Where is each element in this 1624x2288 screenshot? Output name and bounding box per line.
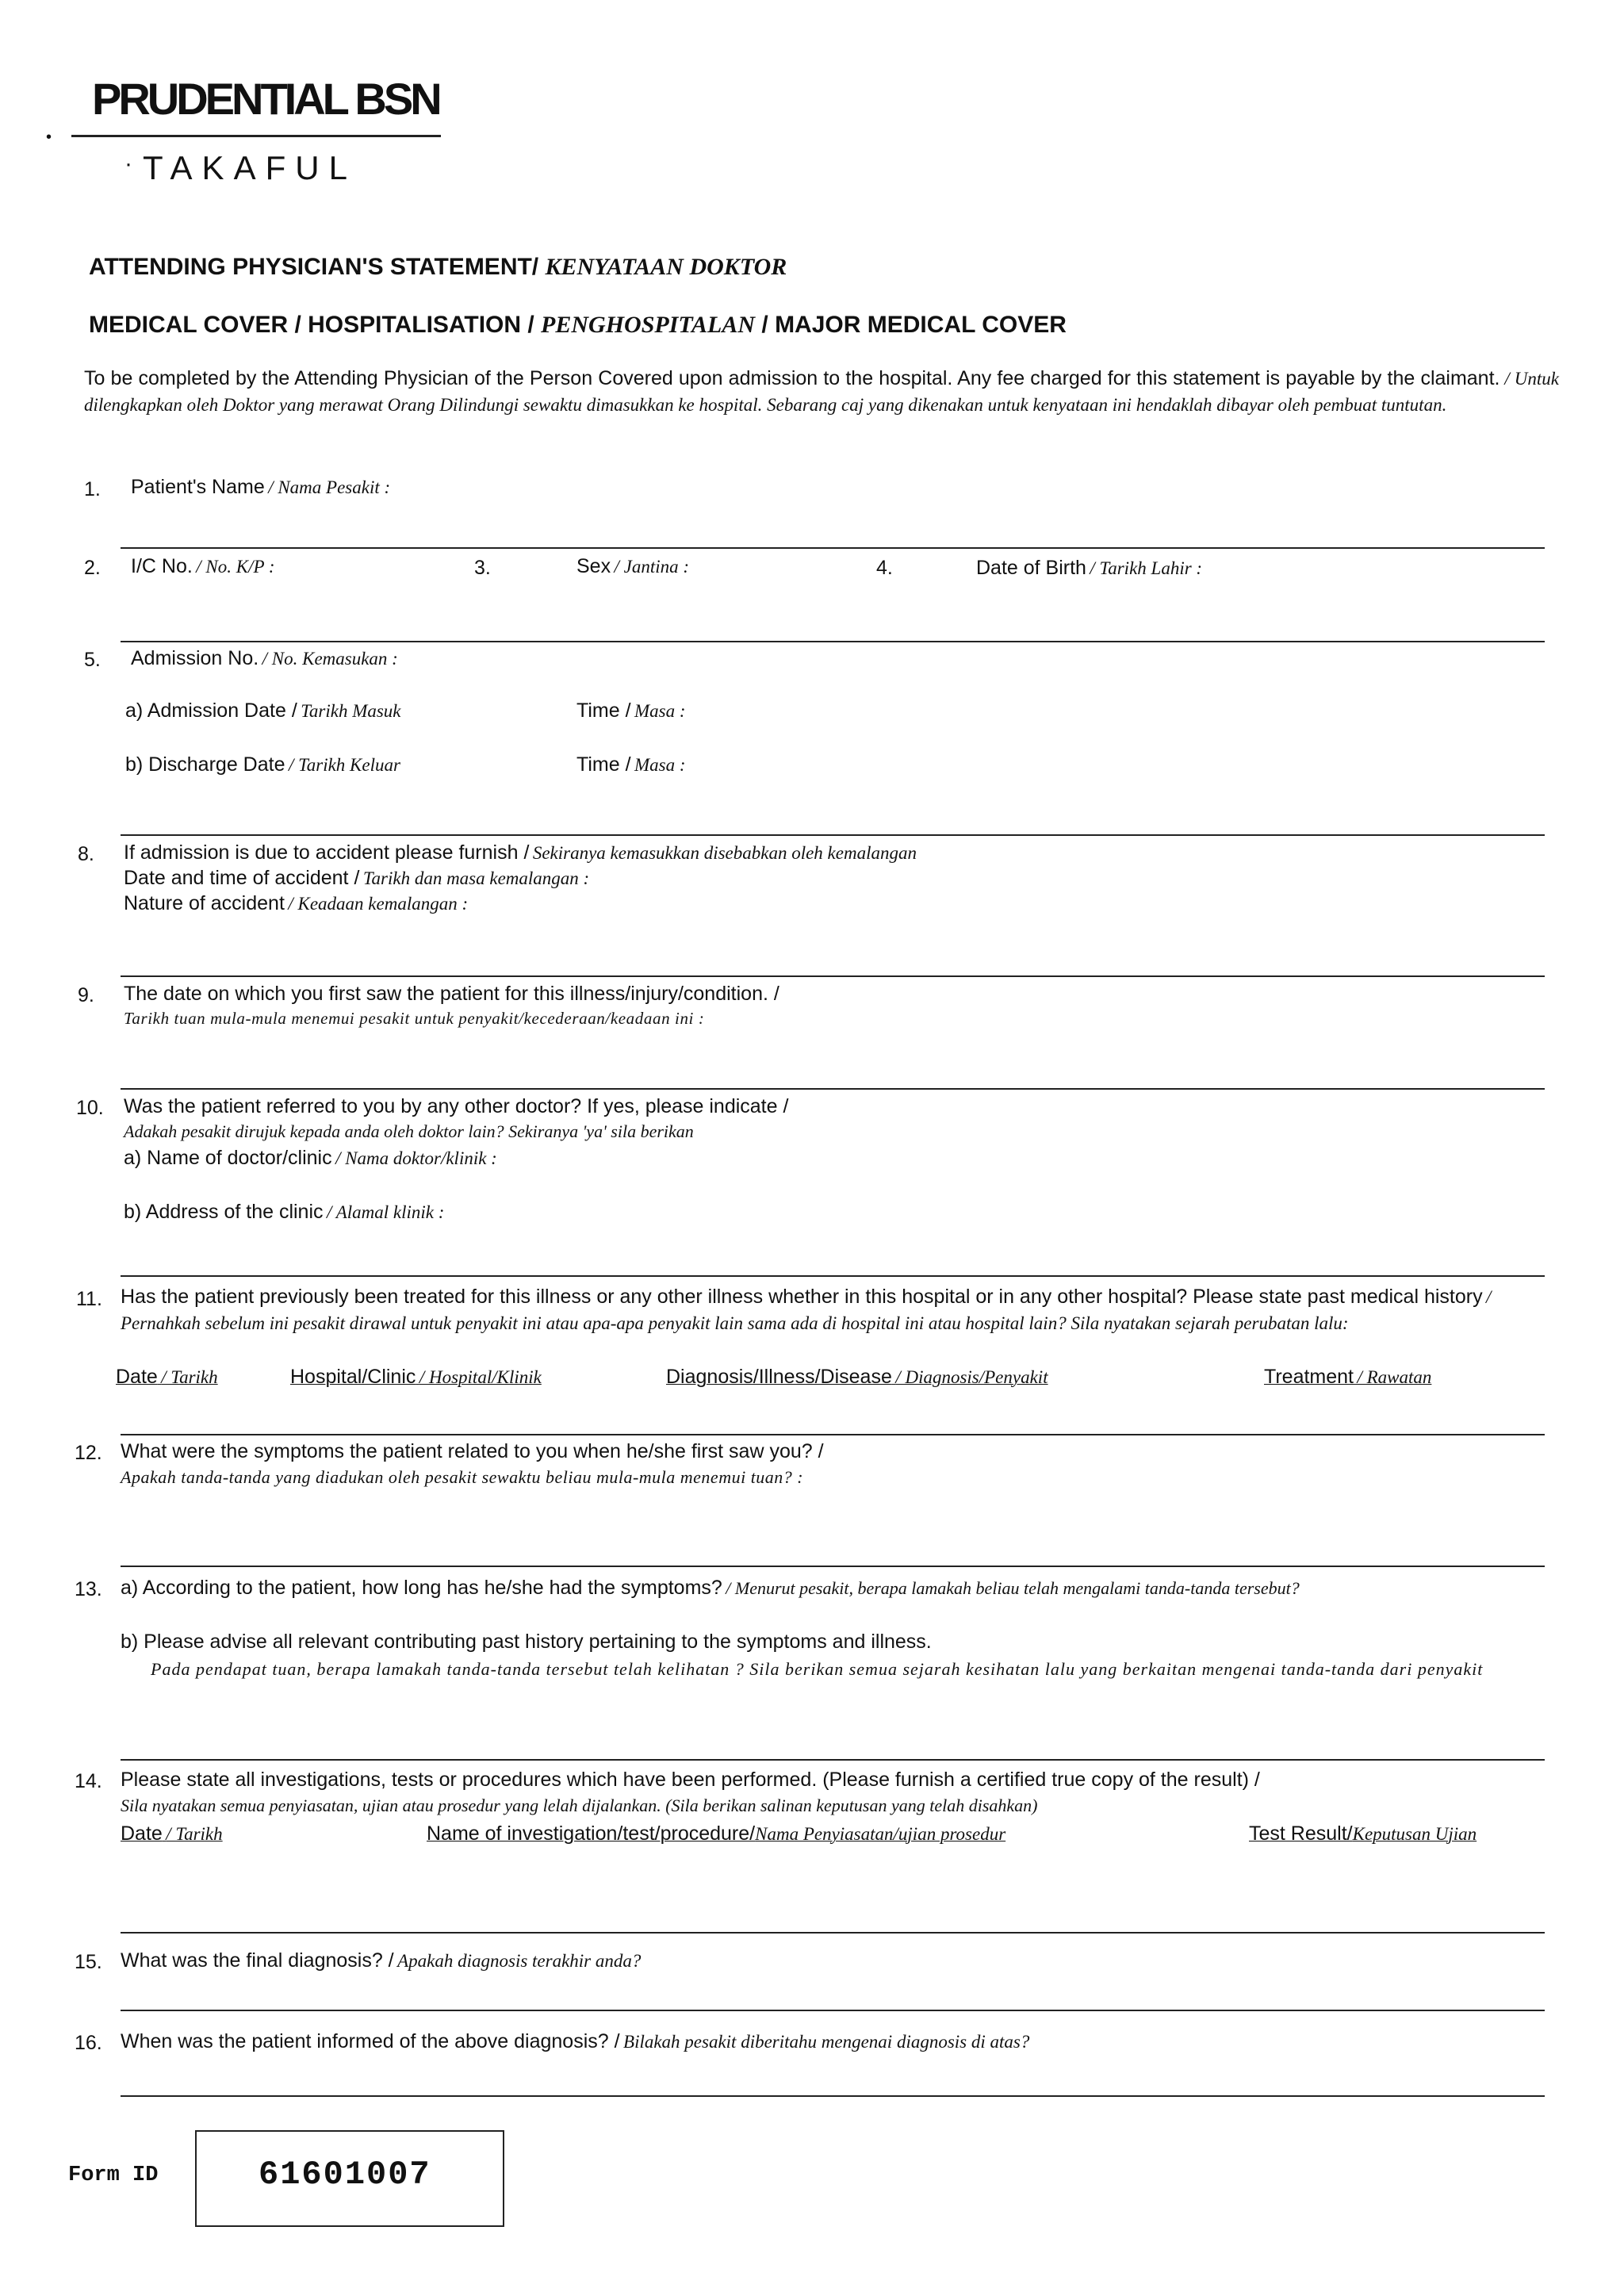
logo-dot: • [46, 128, 52, 146]
title2-en1: MEDICAL COVER / HOSPITALISATION / [89, 312, 542, 338]
q13a: a) According to the patient, how long has he/she had the symptoms? / Menurut pesakit, berapa lamakah beliau telah mengalami tanda-tanda tersebut? [121, 1577, 1300, 1599]
q16-number: 16. [75, 2032, 102, 2054]
q8-number: 8. [78, 843, 94, 865]
q9-answer-line[interactable] [121, 1088, 1545, 1090]
q16-answer-line[interactable] [121, 2095, 1545, 2097]
title-medical-cover [89, 312, 1067, 339]
q14-col-result: Test Result/Keputusan Ujian [1249, 1822, 1477, 1845]
q14-ms: Sila nyatakan semua penyiasatan, ujian atau prosedur yang lelah dijalankan. (Sila berikan salinan keputusan yang telah disahkan) [121, 1796, 1038, 1815]
title1-ms: KENYATAAN DOKTOR [545, 254, 787, 280]
q10-en: Was the patient referred to you by any other doctor? If yes, please indicate / [124, 1095, 789, 1117]
q5a-admission-date: a) Admission Date / Tarikh Masuk [125, 699, 401, 722]
q9-ms: Tarikh tuan mula-mula menemui pesakit untuk penyakit/kecederaan/keadaan ini : [124, 1009, 705, 1028]
q14-col-investigation: Name of investigation/test/procedure/Nama Penyiasatan/ujian prosedur [427, 1822, 1006, 1845]
form-id-box [195, 2130, 504, 2227]
q10a-doctor: a) Name of doctor/clinic / Nama doktor/klinik : [124, 1147, 497, 1169]
q12-ms: Apakah tanda-tanda yang diadukan oleh pesakit sewaktu beliau mula-mula menemui tuan? : [121, 1467, 804, 1487]
q14-number: 14. [75, 1770, 102, 1792]
intro-en: To be completed by the Attending Physician of the Person Covered upon admission to the hospital. Any fee charged for this statement is payable by the claimant. [84, 367, 1500, 389]
q1-answer-line[interactable] [121, 547, 1545, 549]
q5-label: Admission No. / No. Kemasukan : [131, 647, 398, 669]
q14-en: Please state all investigations, tests or procedures which have been performed. (Please furnish a certified true copy of the result) / [121, 1769, 1260, 1791]
q5-answer-line[interactable] [121, 834, 1545, 836]
q4-label: Date of Birth / Tarikh Lahir : [976, 557, 1203, 579]
title-physician-statement [89, 254, 787, 281]
form-id-value: 61601007 [259, 2156, 431, 2194]
q11-answer-line[interactable] [121, 1434, 1545, 1435]
q8-line1: If admission is due to accident please furnish / Sekiranya kemasukkan disebabkan oleh kemalangan [124, 841, 917, 864]
q11-col-treatment: Treatment / Rawatan [1264, 1366, 1432, 1388]
q5-number: 5. [84, 649, 101, 671]
q8-line3: Nature of accident / Keadaan kemalangan : [124, 892, 469, 914]
q11-col-diagnosis: Diagnosis/Illness/Disease / Diagnosis/Penyakit [666, 1366, 1048, 1388]
q13b-en: b) Please advise all relevant contributing past history pertaining to the symptoms and illness. [121, 1631, 932, 1653]
q13-number: 13. [75, 1578, 102, 1600]
q15-question: What was the final diagnosis? / Apakah diagnosis terakhir anda? [121, 1949, 642, 1972]
q11-question: Has the patient previously been treated for this illness or any other illness whether in this hospital or in any other hospital? Please state past medical history / Pernahkah sebelum ini pesakit dirawal untuk penyakit ini atau apa-apa penyakit lain sama ada di hospital ini atau hospital lain? Sila nyatakan sejarah perubatan lalu: [121, 1286, 1492, 1333]
q2-4-answer-line[interactable] [121, 641, 1545, 642]
q3-number: 3. [474, 557, 491, 579]
q5a-time: Time / Masa : [576, 699, 686, 722]
q10-ms: Adakah pesakit dirujuk kepada anda oleh doktor lain? Sekiranya 'ya' sila berikan [124, 1121, 694, 1141]
q2-label: I/C No. / No. K/P : [131, 555, 275, 577]
q15-number: 15. [75, 1951, 102, 1973]
q12-number: 12. [75, 1442, 102, 1464]
q5b-discharge-date: b) Discharge Date / Tarikh Keluar [125, 753, 400, 776]
q14-col-date: Date / Tarikh [121, 1822, 223, 1845]
q15-answer-line[interactable] [121, 2010, 1545, 2011]
q13-answer-line[interactable] [121, 1759, 1545, 1761]
q5b-time: Time / Masa : [576, 753, 686, 776]
q14-answer-line[interactable] [121, 1932, 1545, 1933]
q16-question: When was the patient informed of the above diagnosis? / Bilakah pesakit diberitahu mengenai diagnosis di atas? [121, 2030, 1030, 2052]
q8-answer-line[interactable] [121, 975, 1545, 977]
logo-sub: TAKAFUL [143, 149, 357, 186]
q10-number: 10. [76, 1097, 104, 1119]
q2-number: 2. [84, 557, 101, 579]
q11-col-hospital: Hospital/Clinic / Hospital/Klinik [290, 1366, 542, 1388]
q10b-address: b) Address of the clinic / Alamal klinik : [124, 1201, 445, 1223]
q9-en: The date on which you first saw the patient for this illness/injury/condition. / [124, 983, 779, 1005]
form-id-label: Form ID [68, 2163, 159, 2187]
q3-label: Sex / Jantina : [576, 555, 690, 577]
logo-brand: PRUDENTIAL BSN [92, 74, 439, 124]
title2-ms: PENGHOSPITALAN [541, 312, 756, 338]
q11-col-date: Date / Tarikh [116, 1366, 218, 1388]
q12-answer-line[interactable] [121, 1566, 1545, 1567]
intro-sep: / [1500, 369, 1515, 389]
q12-en: What were the symptoms the patient related to you when he/she first saw you? / [121, 1440, 824, 1462]
q11-number: 11. [76, 1288, 102, 1310]
q10-answer-line[interactable] [121, 1275, 1545, 1277]
logo-mark: · [124, 151, 132, 177]
title1-en: ATTENDING PHYSICIAN'S STATEMENT/ [89, 254, 546, 280]
intro-ms: Untuk dilengkapkan oleh Doktor yang merawat Orang Dilindungi sewaktu dimasukkan ke hospital. Sebarang caj yang dikenakan untuk kenyataan ini hendaklah dibayar oleh pembuat tuntutan. [84, 369, 1559, 415]
q4-number: 4. [876, 557, 893, 579]
q8-line2: Date and time of accident / Tarikh dan masa kemalangan : [124, 867, 590, 889]
title2-en2: / MAJOR MEDICAL COVER [755, 312, 1067, 338]
q13b-ms: Pada pendapat tuan, berapa lamakah tanda-tanda tersebut telah kelihatan ? Sila berikan semua sejarah kesihatan lalu yang berkaitan mengenai tanda-tanda dari penyakit [151, 1659, 1484, 1679]
q1-label: Patient's Name / Nama Pesakit : [131, 476, 391, 498]
logo-rule [71, 135, 441, 137]
q1-number: 1. [84, 478, 101, 500]
q9-number: 9. [78, 984, 94, 1006]
intro-paragraph [84, 366, 1559, 420]
